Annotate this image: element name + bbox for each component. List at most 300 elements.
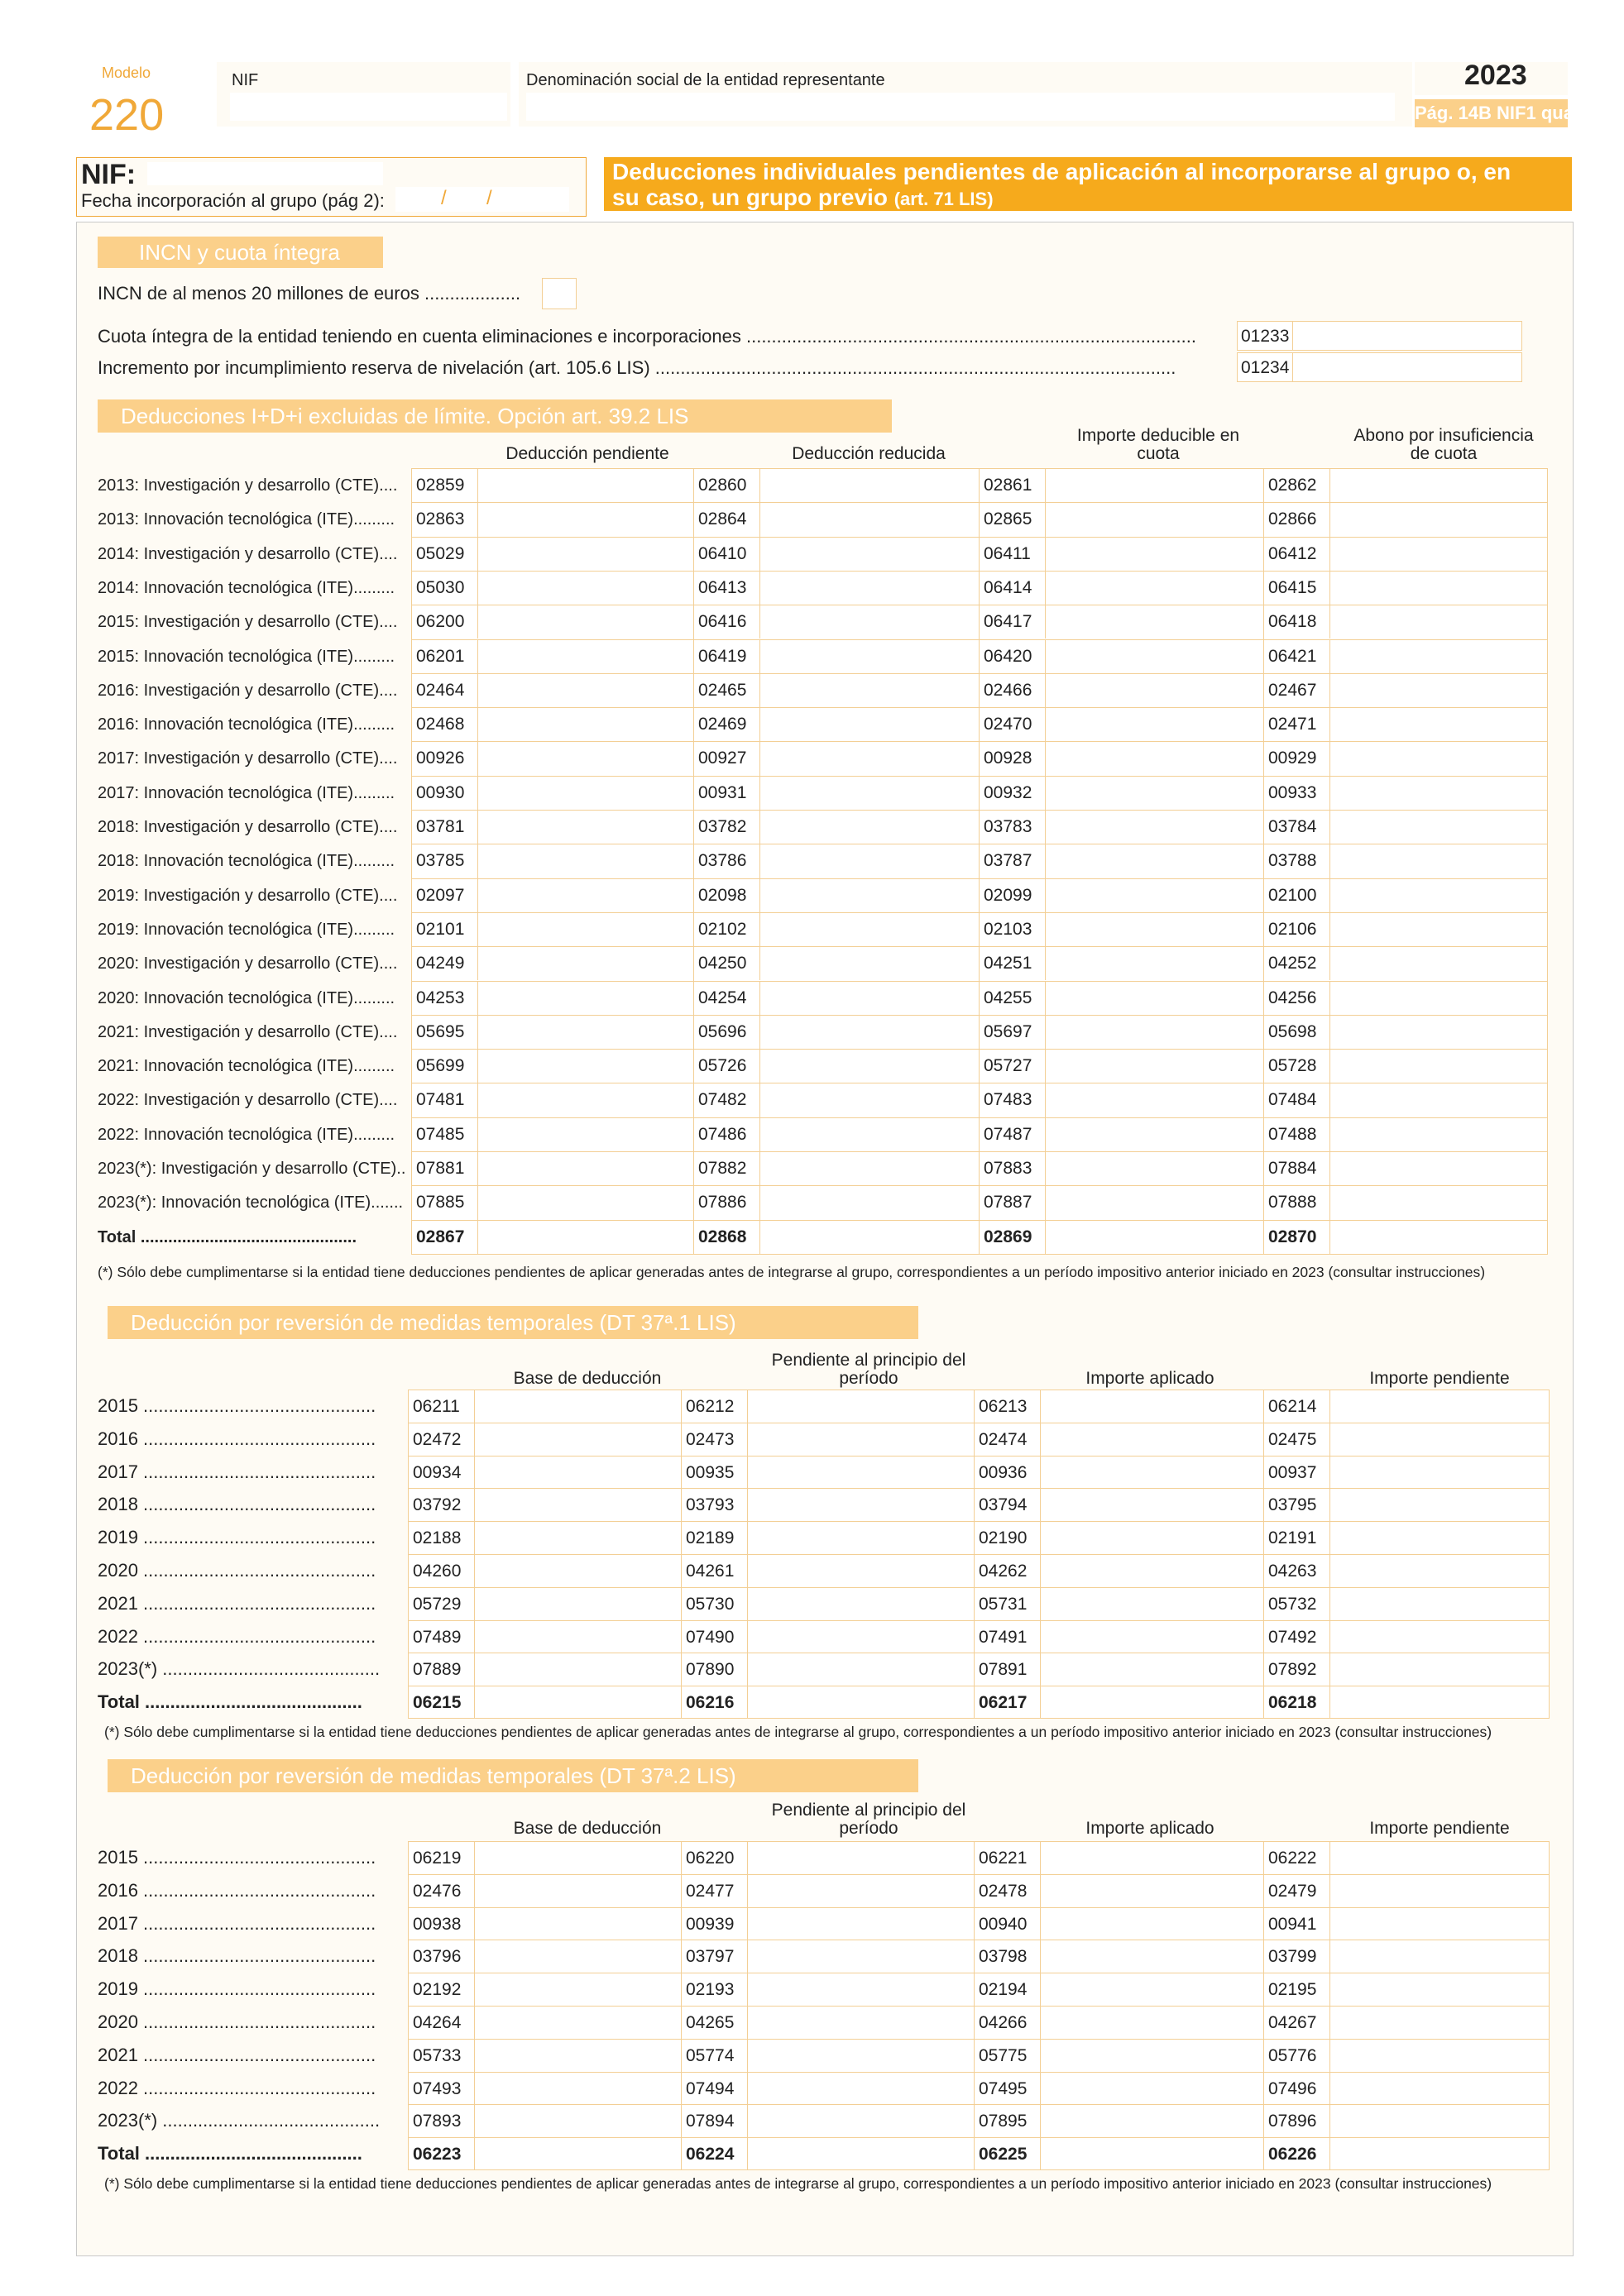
box-code: 05696 [698,1021,747,1041]
header-importe-deducible: Importe deducible en cuota [1076,426,1240,463]
amount-field[interactable] [1040,1555,1253,1587]
amount-field[interactable] [747,1908,961,1940]
amount-field[interactable] [1040,1457,1253,1489]
amount-field[interactable] [1329,1588,1543,1620]
amount-field[interactable] [477,1186,693,1219]
row-label: 2020: Innovación tecnológica (ITE)......... [98,988,395,1007]
amount-field[interactable] [1329,1152,1545,1185]
row-label: 2016 .............................................. [98,1428,376,1449]
row-label: 2016: Innovación tecnológica (ITE)......... [98,715,395,734]
amount-field[interactable] [759,674,975,707]
amount-field[interactable] [1329,1457,1543,1489]
amount-field[interactable] [1045,1083,1261,1117]
amount-field[interactable] [747,1423,961,1456]
amount-field[interactable] [1040,2138,1253,2170]
amount-field[interactable] [1040,1842,1253,1874]
amount-field[interactable] [1329,708,1545,741]
box-code: 02100 [1268,885,1317,905]
amount-field[interactable] [759,982,975,1015]
amount-field[interactable] [477,777,693,810]
box-code: 07487 [984,1124,1032,1144]
amount-field[interactable] [1329,1908,1543,1940]
amount-field[interactable] [1040,1423,1253,1456]
amount-field[interactable] [1329,1522,1543,1554]
box-code: 02469 [698,715,747,734]
box-code: 03792 [413,1495,462,1515]
amount-field[interactable] [1329,2007,1543,2039]
amount-field[interactable] [1045,640,1261,673]
amount-field[interactable] [1040,1875,1253,1907]
amount-field[interactable] [477,947,693,980]
row-label: 2017: Innovación tecnológica (ITE)......... [98,783,395,802]
column-divider [974,1390,975,1719]
amount-field[interactable] [759,742,975,775]
amount-field[interactable] [1040,1653,1253,1686]
box-code: 03793 [686,1495,735,1515]
amount-field[interactable] [474,1875,687,1907]
modelo-label: Modelo [102,65,151,81]
box-code: 06211 [413,1397,460,1416]
amount-field[interactable] [474,2040,687,2072]
amount-field[interactable] [759,1118,975,1151]
amount-field[interactable] [1045,674,1261,707]
row-label: 2021 .............................................. [98,1592,376,1614]
amount-field[interactable] [1329,1118,1545,1151]
box-code: 02099 [984,885,1032,905]
fecha-field[interactable] [395,187,569,212]
row-label: 2015: Investigación y desarrollo (CTE).... [98,613,398,632]
box-code: 06200 [416,612,465,632]
amount-field[interactable] [759,844,975,878]
header-pendiente-text: Pendiente al principio del período [771,1801,966,1838]
amount-field[interactable] [1329,572,1545,605]
amount-field[interactable] [759,811,975,844]
amount-field[interactable] [474,1621,687,1653]
box-code: 07890 [686,1660,735,1680]
box-code: 03786 [698,851,747,871]
amount-field[interactable] [1329,947,1545,980]
row-label: 2021: Innovación tecnológica (ITE)......... [98,1057,395,1076]
amount-field[interactable] [747,2105,961,2137]
box-code: 03795 [1268,1495,1317,1515]
nif-header-label: NIF [232,71,259,89]
box-code: 03787 [984,851,1032,871]
amount-field[interactable] [1329,811,1545,844]
box-code: 05030 [416,577,465,597]
amount-field[interactable] [477,503,693,536]
amount-field[interactable] [1329,844,1545,878]
amount-field[interactable] [747,1842,961,1874]
amount-field[interactable] [1329,1423,1543,1456]
amount-field[interactable] [1329,1050,1545,1083]
box-code: 02193 [686,1980,735,2000]
amount-field[interactable] [759,572,975,605]
box-code: 00927 [698,749,747,768]
box-code: 05697 [984,1021,1032,1041]
box-code: 07886 [698,1193,747,1213]
amount-field[interactable] [477,640,693,673]
box-code: 04263 [1268,1562,1317,1581]
amount-field[interactable] [477,742,693,775]
amount-field[interactable] [474,1423,687,1456]
amount-field[interactable] [1040,1908,1253,1940]
amount-field[interactable] [1040,1621,1253,1653]
amount-field[interactable] [747,1489,961,1521]
box-code: 05732 [1268,1594,1317,1614]
amount-field[interactable] [759,469,975,502]
amount-field[interactable] [1040,1390,1253,1423]
box-code: 02870 [1268,1227,1317,1246]
amount-field[interactable] [474,1588,687,1620]
amount-field[interactable] [759,947,975,980]
amount-field[interactable] [759,605,975,639]
amount-field[interactable] [759,640,975,673]
box-code: 04260 [413,1562,462,1581]
amount-field[interactable] [1045,605,1261,639]
amount-field[interactable] [1329,1016,1545,1049]
box-code: 04261 [686,1562,735,1581]
amount-field[interactable] [477,708,693,741]
amount-field[interactable] [477,538,693,571]
amount-field[interactable] [1329,1653,1543,1686]
box-code: 05731 [979,1594,1028,1614]
header-pendiente [745,1801,993,1838]
amount-field[interactable] [1329,674,1545,707]
amount-field[interactable] [1329,1940,1543,1973]
amount-field[interactable] [474,1390,687,1423]
box-code: 05029 [416,543,465,563]
amount-field[interactable] [747,1390,961,1423]
amount-field[interactable] [747,2007,961,2039]
amount-field[interactable] [1329,777,1545,810]
amount-field[interactable] [759,1083,975,1117]
amount-field[interactable] [1329,640,1545,673]
box-code: 05729 [413,1594,462,1614]
amount-field[interactable] [1329,879,1545,912]
amount-field[interactable] [759,777,975,810]
amount-field[interactable] [1040,1686,1253,1719]
amount-field[interactable] [1045,742,1261,775]
amount-field[interactable] [1040,2007,1253,2039]
amount-field[interactable] [1329,2073,1543,2105]
amount-field[interactable] [747,1588,961,1620]
amount-field[interactable] [1329,469,1545,502]
amount-field[interactable] [474,1908,687,1940]
amount-field[interactable] [1045,572,1261,605]
amount-field[interactable] [1045,1152,1261,1185]
row-label: 2023(*): Investigación y desarrollo (CTE).. [98,1160,406,1178]
amount-field[interactable] [1045,1221,1261,1254]
amount-field[interactable] [474,1555,687,1587]
amount-field[interactable] [474,1522,687,1554]
box-code: 07891 [979,1660,1028,1680]
amount-field[interactable] [1045,811,1261,844]
box-code: 07489 [413,1627,462,1647]
box-code: 02470 [984,715,1032,734]
amount-field[interactable] [1329,1083,1545,1117]
amount-field[interactable] [759,708,975,741]
amount-field[interactable] [1329,1555,1543,1587]
box-code: 06218 [1268,1693,1317,1713]
amount-field[interactable] [474,2138,687,2170]
amount-field[interactable] [1329,2105,1543,2137]
row-label: 2022 .............................................. [98,2077,376,2098]
box-code: 00933 [1268,782,1317,802]
section-title-incn: INCN y cuota íntegra [98,237,383,268]
amount-field[interactable] [747,1621,961,1653]
amount-field[interactable] [747,1940,961,1973]
amount-field[interactable] [1329,913,1545,946]
amount-field[interactable] [1329,1973,1543,2006]
amount-field[interactable] [1329,1489,1543,1521]
amount-field[interactable] [1040,1973,1253,2006]
total-label: Total ........................................... [98,2143,362,2164]
box-code: 02866 [1268,509,1317,529]
box-code: 06219 [413,1849,462,1868]
box-code: 06214 [1268,1397,1317,1416]
amount-field[interactable] [1040,1489,1253,1521]
amount-field[interactable] [477,1016,693,1049]
nif-header-field[interactable] [230,93,507,121]
amount-field[interactable] [474,2105,687,2137]
amount-field[interactable] [477,469,693,502]
amount-field[interactable] [1329,2138,1543,2170]
box-code: 00928 [984,749,1032,768]
amount-field[interactable] [747,1653,961,1686]
box-code: 07883 [984,1159,1032,1178]
row-label: 2015 .............................................. [98,1395,376,1416]
box-code: 04262 [979,1562,1028,1581]
amount-field[interactable] [1329,1186,1545,1219]
amount-field[interactable] [1040,2073,1253,2105]
box-code: 02476 [413,1881,462,1901]
amount-field[interactable] [747,1457,961,1489]
amount-field[interactable] [759,538,975,571]
box-code: 05726 [698,1056,747,1076]
incn-checkbox[interactable] [542,278,577,309]
box-code: 00931 [698,782,747,802]
amount-field[interactable] [759,1016,975,1049]
amount-field[interactable] [477,1050,693,1083]
amount-field[interactable] [1045,982,1261,1015]
amount-field[interactable] [477,844,693,878]
amount-field[interactable] [759,879,975,912]
column-divider [974,1841,975,2170]
amount-field[interactable] [1045,913,1261,946]
amount-field[interactable] [1329,1390,1543,1423]
denominacion-field[interactable] [526,93,1395,121]
amount-field[interactable] [474,1457,687,1489]
amount-field[interactable] [1040,2105,1253,2137]
box-code: 06226 [1268,2145,1317,2164]
box-code: 07889 [413,1660,462,1680]
amount-field[interactable] [1045,1016,1261,1049]
amount-field[interactable] [1045,538,1261,571]
box-code: 04251 [984,954,1032,973]
row-label: 2023(*): Innovación tecnológica (ITE)....... [98,1193,404,1213]
amount-field[interactable] [759,913,975,946]
amount-field[interactable] [1329,982,1545,1015]
amount-field[interactable] [747,2138,961,2170]
divider [1292,352,1293,382]
dt1-note: (*) Sólo debe cumplimentarse si la entidad tiene deducciones pendientes de aplicar generadas antes de integrarse al grupo, correspondientes a un período impositivo anterior iniciado en 2023 (consultar instrucciones) [104,1724,1492,1740]
amount-field[interactable] [474,2073,687,2105]
box-code: 02188 [413,1528,462,1548]
amount-field[interactable] [1329,538,1545,571]
box-code: 06212 [686,1397,735,1416]
amount-field[interactable] [1329,1686,1543,1719]
incremento-code: 01234 [1241,358,1290,377]
nif-label: NIF: [81,159,137,190]
amount-field[interactable] [759,1186,975,1219]
amount-field[interactable] [1329,503,1545,536]
box-code: 07485 [416,1124,465,1144]
title-line2-ref: (art. 71 LIS) [893,189,994,209]
box-code: 05733 [413,2045,462,2065]
amount-field[interactable] [477,572,693,605]
amount-field[interactable] [1329,605,1545,639]
amount-field[interactable] [1045,1050,1261,1083]
amount-field[interactable] [759,1221,975,1254]
box-code: 04253 [416,988,465,1007]
amount-field[interactable] [1329,1842,1543,1874]
amount-field[interactable] [759,503,975,536]
modelo-number: 220 [89,90,165,140]
amount-field[interactable] [1329,1621,1543,1653]
amount-field[interactable] [477,1221,693,1254]
row-label: 2014: Investigación y desarrollo (CTE).... [98,544,398,563]
amount-field[interactable] [1045,879,1261,912]
amount-field[interactable] [1045,947,1261,980]
header-base-deduccion: Base de deducción [513,1369,662,1388]
row-label: 2017 .............................................. [98,1461,376,1482]
box-code: 02195 [1268,1980,1317,2000]
box-code: 07894 [686,2112,735,2131]
amount-field[interactable] [759,1050,975,1083]
row-label: 2015: Innovación tecnológica (ITE)......... [98,647,395,666]
amount-field[interactable] [747,1522,961,1554]
box-code: 07486 [698,1124,747,1144]
row-label: 2021: Investigación y desarrollo (CTE).... [98,1022,398,1041]
amount-field[interactable] [1329,742,1545,775]
amount-field[interactable] [759,1152,975,1185]
box-code: 07885 [416,1193,465,1213]
box-code: 02464 [416,680,465,700]
amount-field[interactable] [747,1555,961,1587]
box-code: 02869 [984,1227,1032,1246]
amount-field[interactable] [1040,1522,1253,1554]
amount-field[interactable] [477,982,693,1015]
amount-field[interactable] [477,605,693,639]
amount-field[interactable] [1045,844,1261,878]
row-label: 2020: Investigación y desarrollo (CTE).... [98,954,398,973]
incremento-label: Incremento por incumplimiento reserva de nivelación (art. 105.6 LIS) ....................................................................................................... [98,357,1176,378]
amount-field[interactable] [474,1973,687,2006]
amount-field[interactable] [477,674,693,707]
row-label: 2013: Investigación y desarrollo (CTE).... [98,476,398,495]
amount-field[interactable] [474,1940,687,1973]
amount-field[interactable] [1040,1588,1253,1620]
cuota-label: Cuota íntegra de la entidad teniendo en cuenta eliminaciones e incorporaciones ......................................................................................... [98,326,1196,347]
box-code: 02471 [1268,715,1317,734]
amount-field[interactable] [1045,1118,1261,1151]
box-code: 07484 [1268,1090,1317,1110]
box-code: 02865 [984,509,1032,529]
box-code: 03783 [984,817,1032,836]
column-divider [681,1390,682,1719]
title-line2-text: su caso, un grupo previo [612,184,888,210]
box-code: 02190 [979,1528,1028,1548]
amount-field[interactable] [477,1083,693,1117]
amount-field[interactable] [477,1152,693,1185]
box-code: 02863 [416,509,465,529]
row-label: 2016: Investigación y desarrollo (CTE).... [98,681,398,700]
amount-field[interactable] [474,1653,687,1686]
amount-field[interactable] [474,1686,687,1719]
box-code: 07496 [1268,2078,1317,2098]
box-code: 04252 [1268,954,1317,973]
amount-field[interactable] [747,2040,961,2072]
amount-field[interactable] [1329,1875,1543,1907]
amount-field[interactable] [477,1118,693,1151]
amount-field[interactable] [1045,708,1261,741]
header-abono: Abono por insuficiencia de cuota [1353,426,1534,463]
amount-field[interactable] [474,2007,687,2039]
box-code: 04254 [698,988,747,1007]
box-code: 06213 [979,1397,1028,1416]
box-code: 07492 [1268,1627,1317,1647]
amount-field[interactable] [1045,1186,1261,1219]
amount-field[interactable] [1045,503,1261,536]
amount-field[interactable] [747,2073,961,2105]
row-label: 2019 .............................................. [98,1978,376,2000]
box-code: 07488 [1268,1124,1317,1144]
amount-field[interactable] [474,1842,687,1874]
amount-field[interactable] [477,913,693,946]
box-code: 03796 [413,1947,462,1967]
box-code: 06217 [979,1693,1028,1713]
box-code: 06216 [686,1693,735,1713]
amount-field[interactable] [477,811,693,844]
amount-field[interactable] [474,1489,687,1521]
box-code: 02867 [416,1227,465,1246]
amount-field[interactable] [1045,777,1261,810]
amount-field[interactable] [1045,469,1261,502]
amount-field[interactable] [1329,2040,1543,2072]
header-pendiente-text: Pendiente al principio del período [771,1351,966,1388]
cuota-code: 01233 [1241,327,1290,346]
amount-field[interactable] [747,1875,961,1907]
amount-field[interactable] [477,879,693,912]
nif-field[interactable] [147,162,383,185]
box-code: 02189 [686,1528,735,1548]
box-code: 00937 [1268,1462,1317,1482]
row-label: 2014: Innovación tecnológica (ITE)......... [98,578,395,597]
row-label: 2020 .............................................. [98,1560,376,1581]
amount-field[interactable] [747,1686,961,1719]
box-code: 04255 [984,988,1032,1007]
amount-field[interactable] [747,1973,961,2006]
row-label: 2013: Innovación tecnológica (ITE)......... [98,510,395,529]
box-code: 03798 [979,1947,1028,1967]
amount-field[interactable] [1040,2040,1253,2072]
amount-field[interactable] [1040,1940,1253,1973]
box-code: 02860 [698,476,747,495]
box-code: 02098 [698,885,747,905]
row-label: 2018 .............................................. [98,1945,376,1967]
box-code: 05776 [1268,2045,1317,2065]
amount-field[interactable] [1329,1221,1545,1254]
